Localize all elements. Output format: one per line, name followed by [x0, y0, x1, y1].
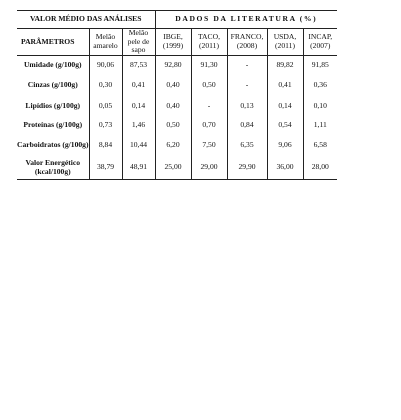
group-header-literature: DADOS DA LITERATURA (%) — [155, 11, 337, 29]
table-cell: 0,41 — [267, 75, 303, 97]
table-cell: 38,79 — [89, 157, 122, 180]
table-cell: - — [227, 75, 267, 97]
table-cell: 9,06 — [267, 135, 303, 157]
column-header-row — [17, 29, 337, 56]
table-cell: 8,84 — [89, 135, 122, 157]
table-cell: 28,00 — [303, 157, 337, 180]
table-cell: 0,14 — [267, 97, 303, 116]
table-cell: 87,53 — [122, 55, 155, 75]
table-row — [17, 55, 337, 75]
group-header-row — [17, 11, 337, 29]
table-cell: 29,90 — [227, 157, 267, 180]
row-label: Cinzas (g/100g) — [17, 75, 89, 97]
column-header-melao-pele-de-sapo: Melão pele de sapo — [122, 29, 155, 56]
table-cell: 1,46 — [122, 116, 155, 135]
table-cell: 0,40 — [155, 97, 191, 116]
table-row — [17, 75, 337, 97]
table-cell: 89,82 — [267, 55, 303, 75]
table-cell: 91,30 — [191, 55, 227, 75]
table-cell: 0,30 — [89, 75, 122, 97]
table-cell: 0,14 — [122, 97, 155, 116]
table-cell: 6,35 — [227, 135, 267, 157]
table-cell: 0,10 — [313, 100, 327, 110]
table-cell: - — [191, 97, 227, 116]
table-cell: 6,20 — [155, 135, 191, 157]
column-header-parameter: PARÂMETROS — [17, 29, 89, 56]
table-cell: 0,36 — [313, 80, 327, 90]
table-cell: 0,13 — [227, 97, 267, 116]
column-header-ibge: IBGE, (1999) — [155, 29, 191, 56]
column-header-melao-amarelo: Melão amarelo — [89, 29, 122, 56]
table-cell: 0,05 — [89, 97, 122, 116]
table-row — [17, 157, 337, 180]
column-header-incap: INCAP, (2007) — [303, 29, 337, 56]
table-row — [17, 135, 337, 157]
table-cell: 1,11 — [313, 119, 327, 129]
table-cell: - — [227, 55, 267, 75]
composition-table — [17, 10, 337, 180]
table-cell: 48,91 — [122, 157, 155, 180]
group-header-analyses: VALOR MÉDIO DAS ANÁLISES — [17, 11, 155, 29]
table-cell: 0,73 — [89, 116, 122, 135]
table-cell: 10,44 — [122, 135, 155, 157]
row-label: Carboidratos (g/100g) — [17, 135, 89, 157]
table-cell: 92,80 — [155, 55, 191, 75]
table-cell: 7,50 — [191, 135, 227, 157]
table-cell: 0,54 — [267, 116, 303, 135]
row-label: Proteínas (g/100g) — [17, 116, 89, 135]
column-header-franco: FRANCO, (2008) — [227, 29, 267, 56]
column-header-taco: TACO, (2011) — [191, 29, 227, 56]
table-cell: 0,50 — [191, 75, 227, 97]
column-header-usda: USDA, (2011) — [267, 29, 303, 56]
table-cell: 0,50 — [155, 116, 191, 135]
table-cell: 29,00 — [191, 157, 227, 180]
row-label: Umidade (g/100g) — [17, 55, 89, 75]
table-cell: 0,40 — [155, 75, 191, 97]
table-cell: 0,70 — [191, 116, 227, 135]
table-cell: 0,41 — [122, 75, 155, 97]
row-label: Valor Energético (kcal/100g) — [17, 157, 89, 180]
table-row — [17, 97, 337, 116]
table-cell: 91,85 — [311, 59, 329, 69]
document-page — [17, 10, 337, 180]
table-cell: 36,00 — [267, 157, 303, 180]
table-cell: 25,00 — [155, 157, 191, 180]
row-label: Lipídios (g/100g) — [17, 97, 89, 116]
table-cell: 0,84 — [227, 116, 267, 135]
table-cell: 90,06 — [89, 55, 122, 75]
table-row — [17, 116, 337, 135]
table-cell: 6,58 — [313, 140, 327, 150]
